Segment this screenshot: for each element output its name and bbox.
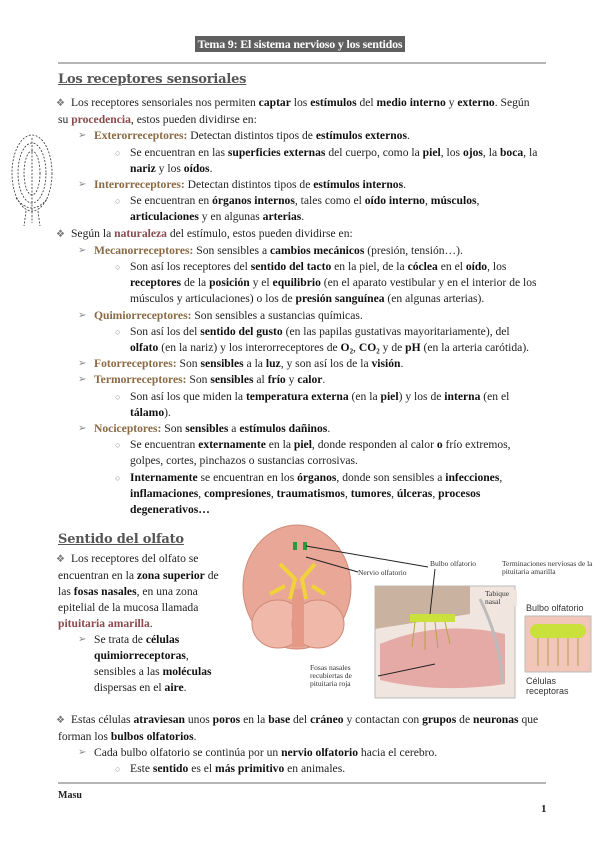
- bold-text: receptores: [130, 276, 182, 290]
- section-heading-olfato: Sentido del olfato: [58, 532, 184, 547]
- list-item-level-2: [58, 389, 540, 421]
- arrow-bullet-icon: ➢: [78, 130, 87, 142]
- bold-text: interna: [444, 389, 481, 403]
- text-run: y el: [249, 276, 273, 290]
- diamond-bullet-icon: ❖: [56, 715, 65, 726]
- list-item-level-2: [58, 324, 540, 356]
- text-run: (en el aparato vestibular y en el interior de los músculos y articulaciones) o los de: [130, 276, 537, 306]
- list-item-level-0: [58, 95, 540, 128]
- list-item-level-1: [58, 372, 540, 388]
- list-item-level-0: [58, 551, 232, 632]
- label-bulbo-olfatorio: Bulbo olfatorio: [430, 559, 477, 568]
- text-run: ,: [344, 486, 351, 500]
- text-run: en animales.: [284, 762, 346, 775]
- bold-text: medio interno: [376, 96, 446, 109]
- receptores-body: [58, 95, 540, 518]
- text-run: ,: [270, 486, 277, 500]
- text-run: .: [322, 373, 326, 387]
- bold-text: visión: [371, 357, 401, 371]
- list-item-level-1: [58, 243, 540, 259]
- document-title: Tema 9: El sistema nervioso y los sentidos: [0, 37, 600, 52]
- text-run: .: [149, 617, 153, 630]
- text-run: (en algunas arterias).: [384, 292, 485, 306]
- text-run: Son: [186, 373, 211, 387]
- bold-text: sentido del tacto: [250, 260, 332, 274]
- bold-text: sensibles: [210, 373, 254, 387]
- bold-text: inflamaciones: [130, 486, 199, 500]
- text-run: ,: [391, 486, 397, 500]
- text-run: , donde responden al calor: [311, 438, 437, 452]
- list-item-level-2: [58, 193, 540, 225]
- text-run: se encuentran en los: [197, 470, 298, 484]
- bold-text: tumores: [350, 486, 392, 500]
- bold-text: poros: [212, 713, 241, 726]
- text-run: , los: [440, 145, 463, 159]
- bold-text: captar: [258, 96, 291, 109]
- olfato-intro: [58, 551, 232, 696]
- bold-text: moléculas: [162, 665, 212, 678]
- list-item-level-2: [58, 470, 540, 519]
- bold-text: externo: [457, 96, 495, 109]
- circle-bullet-icon: ○: [115, 326, 121, 337]
- text-run: unos: [184, 713, 213, 726]
- text-run: Son sensibles a sustancias químicas.: [191, 308, 363, 322]
- list-item-level-0: [58, 226, 540, 243]
- text-run: en la: [265, 438, 294, 452]
- text-run: que forman los: [58, 713, 539, 743]
- bold-text: oído: [465, 260, 488, 274]
- text-run: y: [445, 96, 458, 109]
- list-item-level-2: [58, 437, 540, 469]
- bold-text: sentido del gusto: [200, 324, 283, 338]
- bold-text: neuronas: [473, 713, 519, 726]
- list-item-level-2: [58, 145, 540, 177]
- text-run: ).: [164, 405, 171, 419]
- circle-bullet-icon: ○: [115, 391, 121, 402]
- text-run: .: [327, 422, 331, 436]
- bold-text: arterias: [262, 210, 302, 224]
- term-label: Termorreceptores:: [94, 373, 187, 387]
- text-run: (en las papilas gustativas mayoritariamente), del: [282, 324, 510, 338]
- text-run: .: [400, 357, 404, 371]
- text-run: ) y los de: [398, 389, 445, 403]
- bold-text: CO₂: [358, 341, 380, 355]
- label-nervio-olfatorio: Nervio olfatorio: [358, 568, 407, 577]
- text-run: en la piel, de la: [331, 260, 408, 274]
- bold-text: procesos degenerativos…: [130, 486, 481, 517]
- text-run: Se encuentran en las: [130, 145, 228, 159]
- circle-bullet-icon: ○: [115, 440, 121, 451]
- bold-text: nariz: [130, 161, 156, 175]
- term-label: Nociceptores:: [94, 422, 162, 436]
- term-label: Exterorreceptores:: [94, 129, 188, 143]
- text-run: frío extremos, golpes, cortes, pinchazos o sustancias corrosivas.: [130, 438, 511, 468]
- bold-text: posición: [209, 276, 250, 290]
- text-run: , la: [523, 145, 538, 159]
- bold-text: estímulos dañinos: [239, 422, 328, 436]
- circle-bullet-icon: ○: [115, 764, 121, 774]
- circle-bullet-icon: ○: [115, 262, 121, 273]
- list-item-level-1: [58, 128, 540, 144]
- bold-text: equilibrio: [272, 276, 321, 290]
- arrow-bullet-icon: ➢: [78, 374, 87, 386]
- bold-text: sensibles: [200, 357, 244, 371]
- bold-text: piel: [293, 438, 312, 452]
- arrow-bullet-icon: ➢: [78, 358, 87, 370]
- bold-text: pH: [405, 341, 421, 355]
- diamond-bullet-icon: ❖: [56, 98, 65, 109]
- bold-text: sentido: [152, 762, 189, 775]
- bold-text: piel: [422, 145, 441, 159]
- text-run: en la: [240, 713, 269, 726]
- footer-author: Masu: [58, 790, 82, 801]
- bold-text: luz: [265, 357, 281, 371]
- bold-text: estímulos externos: [315, 129, 407, 143]
- bold-text: boca: [499, 145, 524, 159]
- bold-text: oídos: [183, 161, 210, 175]
- text-run: Los receptores del olfato se encuentran en la: [58, 552, 199, 582]
- text-run: y los: [155, 161, 184, 175]
- term-label: Fotorreceptores:: [94, 357, 177, 371]
- bold-text: superficies externas: [227, 145, 326, 159]
- bold-text: grupos: [422, 713, 457, 726]
- list-item-level-0: [58, 712, 540, 745]
- circle-bullet-icon: ○: [115, 147, 121, 158]
- olfato-body: [58, 712, 540, 777]
- text-run: y: [285, 373, 298, 387]
- text-run: a: [228, 422, 240, 436]
- bold-text: zona superior: [136, 569, 205, 582]
- text-run: .: [301, 210, 305, 224]
- text-run: hacia el cerebro.: [358, 746, 438, 759]
- text-run: Son sensibles a: [193, 243, 271, 257]
- bold-text: temperatura externa: [245, 389, 349, 403]
- text-run: Según la: [70, 226, 115, 240]
- bold-text: atraviesan: [133, 713, 185, 726]
- bold-text: células quimiorreceptoras: [94, 633, 186, 662]
- text-run: .: [183, 681, 187, 694]
- bold-text: nervio olfatorio: [281, 746, 359, 759]
- bold-text: olfato: [130, 341, 159, 355]
- diamond-bullet-icon: ❖: [56, 554, 65, 565]
- text-run: . Según su: [58, 96, 530, 127]
- header-rule: [58, 62, 546, 64]
- bold-text: cambios mecánicos: [270, 243, 365, 257]
- label-tabique-nasal: Tabique nasal: [485, 590, 517, 606]
- bold-text: calor: [297, 373, 323, 387]
- arrow-bullet-icon: ➢: [78, 309, 87, 321]
- label-bulbo-olfatorio-inset: Bulbo olfatorio: [526, 603, 584, 613]
- list-item-level-1: [58, 308, 540, 324]
- decorative-ear-illustration: [6, 128, 58, 228]
- text-run: de la: [181, 276, 210, 290]
- text-run: dispersas en el: [94, 681, 165, 694]
- diamond-bullet-icon: ❖: [56, 228, 65, 240]
- list-item-level-1: [58, 356, 540, 372]
- bold-text: fosas nasales: [73, 585, 137, 598]
- bold-text: cráneo: [310, 713, 344, 726]
- arrow-bullet-icon: ➢: [78, 179, 87, 191]
- text-run: y de: [379, 341, 406, 355]
- bold-text: tálamo: [130, 405, 165, 419]
- text-run: del: [290, 713, 311, 726]
- text-run: de las: [58, 569, 219, 598]
- text-run: ,: [499, 470, 503, 484]
- bold-text: ojos: [462, 145, 483, 159]
- bold-text: externamente: [198, 438, 266, 452]
- olfactory-anatomy-figure: [240, 524, 600, 700]
- bold-text: traumatismos: [276, 486, 345, 500]
- term-label: Quimiorreceptores:: [94, 308, 192, 322]
- text-run: .: [209, 161, 213, 175]
- text-run: , sensibles a las: [94, 649, 189, 678]
- bold-text: músculos: [430, 194, 477, 208]
- text-run: .: [406, 129, 410, 143]
- text-run: del cuerpo, como la: [325, 145, 423, 159]
- text-run: .: [403, 178, 407, 192]
- list-item-level-1: [58, 177, 540, 193]
- bold-text: infecciones: [445, 470, 500, 484]
- text-run: , y son así los de la: [280, 357, 372, 371]
- text-run: ,: [353, 341, 359, 355]
- text-run: de: [456, 713, 473, 726]
- text-run: Detectan distintos tipos de: [187, 129, 316, 143]
- text-run: a la: [243, 357, 266, 371]
- highlight-text: naturaleza: [114, 226, 167, 240]
- text-run: Son: [161, 422, 186, 436]
- bold-text: estímulos internos: [313, 178, 404, 192]
- bold-text: estímulos: [310, 96, 357, 109]
- arrow-bullet-icon: ➢: [78, 747, 87, 758]
- text-run: , donde son sensibles a: [336, 470, 446, 484]
- bold-text: presión sanguínea: [295, 292, 385, 306]
- label-celulas-receptoras: Células receptoras: [526, 676, 569, 696]
- page-number: 1: [541, 803, 547, 815]
- text-run: y en algunas: [198, 210, 263, 224]
- text-run: , estos pueden dividirse en:: [130, 113, 257, 127]
- text-run: Se encuentran: [130, 438, 199, 452]
- bold-text: frío: [267, 373, 286, 387]
- label-fosas-nasales: Fosas nasales recubiertas de pituitaria roja: [310, 663, 352, 688]
- circle-bullet-icon: ○: [115, 196, 121, 207]
- bold-text: compresiones: [204, 486, 271, 500]
- text-run: (presión, tensión…).: [364, 243, 463, 257]
- text-run: Los receptores sensoriales nos permiten: [70, 96, 259, 109]
- text-run: Se trata de: [94, 633, 146, 646]
- text-run: al: [253, 373, 268, 387]
- label-terminaciones: Terminaciones nerviosas de la pituitaria amarilla: [502, 559, 593, 576]
- bold-text: articulaciones: [130, 210, 199, 224]
- text-run: (en la arteria carótida).: [420, 341, 530, 355]
- text-run: .: [193, 730, 197, 743]
- bold-text: órganos internos: [212, 194, 295, 208]
- text-run: ,: [476, 194, 480, 208]
- text-run: Son así los del: [130, 324, 201, 338]
- text-run: Son así los receptores del: [130, 260, 251, 274]
- bold-text: más primitivo: [215, 762, 285, 775]
- bold-text: O₂: [340, 341, 354, 355]
- arrow-bullet-icon: ➢: [78, 634, 87, 645]
- term-label: Mecanorreceptores:: [94, 243, 194, 257]
- text-run: Detectan distintos tipos de: [184, 178, 314, 192]
- text-run: los: [290, 96, 311, 109]
- bold-text: Internamente: [130, 470, 198, 484]
- arrow-bullet-icon: ➢: [78, 244, 87, 256]
- list-item-level-2: [58, 259, 540, 308]
- text-run: , la: [482, 145, 500, 159]
- text-run: , los: [487, 260, 507, 274]
- list-item-level-1: [58, 745, 540, 761]
- text-run: ,: [432, 486, 439, 500]
- text-run: Cada bulbo olfatorio se continúa por un: [94, 746, 282, 759]
- list-item-level-1: [58, 632, 232, 696]
- footer-rule: [58, 782, 546, 784]
- text-run: ,: [198, 486, 205, 500]
- section-heading-receptores: Los receptores sensoriales: [58, 72, 247, 87]
- text-run: , en una zona epitelial de la mucosa llamada: [58, 585, 199, 614]
- circle-bullet-icon: ○: [115, 472, 121, 483]
- list-item-level-2: [58, 761, 540, 777]
- bold-text: aire: [164, 681, 184, 694]
- term-label: Interorreceptores:: [94, 178, 185, 192]
- text-run: Son así los que miden la: [130, 389, 246, 403]
- text-run: Son: [176, 357, 201, 371]
- text-run: (en la nariz) y los interorreceptores de: [158, 341, 341, 355]
- text-run: Este: [130, 762, 153, 775]
- text-run: Se encuentran en: [130, 194, 213, 208]
- bold-text: base: [268, 713, 291, 726]
- bold-text: úlceras: [396, 486, 433, 500]
- highlight-text: procedencia: [71, 113, 131, 127]
- text-run: es el: [188, 762, 216, 775]
- text-run: y contactan con: [343, 713, 423, 726]
- text-run: Estas células: [70, 713, 134, 726]
- text-run: en el: [437, 260, 466, 274]
- bold-text: o: [436, 438, 443, 452]
- bold-text: piel: [380, 389, 399, 403]
- bold-text: órganos: [297, 470, 337, 484]
- text-run: del: [356, 96, 377, 109]
- arrow-bullet-icon: ➢: [78, 423, 87, 435]
- list-item-level-1: [58, 421, 540, 437]
- bold-text: bulbos olfatorios: [110, 730, 194, 743]
- text-run: , tales como el: [294, 194, 365, 208]
- bold-text: cóclea: [407, 260, 438, 274]
- text-run: del estímulo, estos pueden dividirse en:: [166, 226, 353, 240]
- bold-text: oído interno: [364, 194, 425, 208]
- highlight-text: pituitaria amarilla: [58, 617, 150, 630]
- bold-text: sensibles: [185, 422, 229, 436]
- text-run: (en el: [480, 389, 510, 403]
- text-run: (en la: [348, 389, 381, 403]
- text-run: ,: [424, 194, 431, 208]
